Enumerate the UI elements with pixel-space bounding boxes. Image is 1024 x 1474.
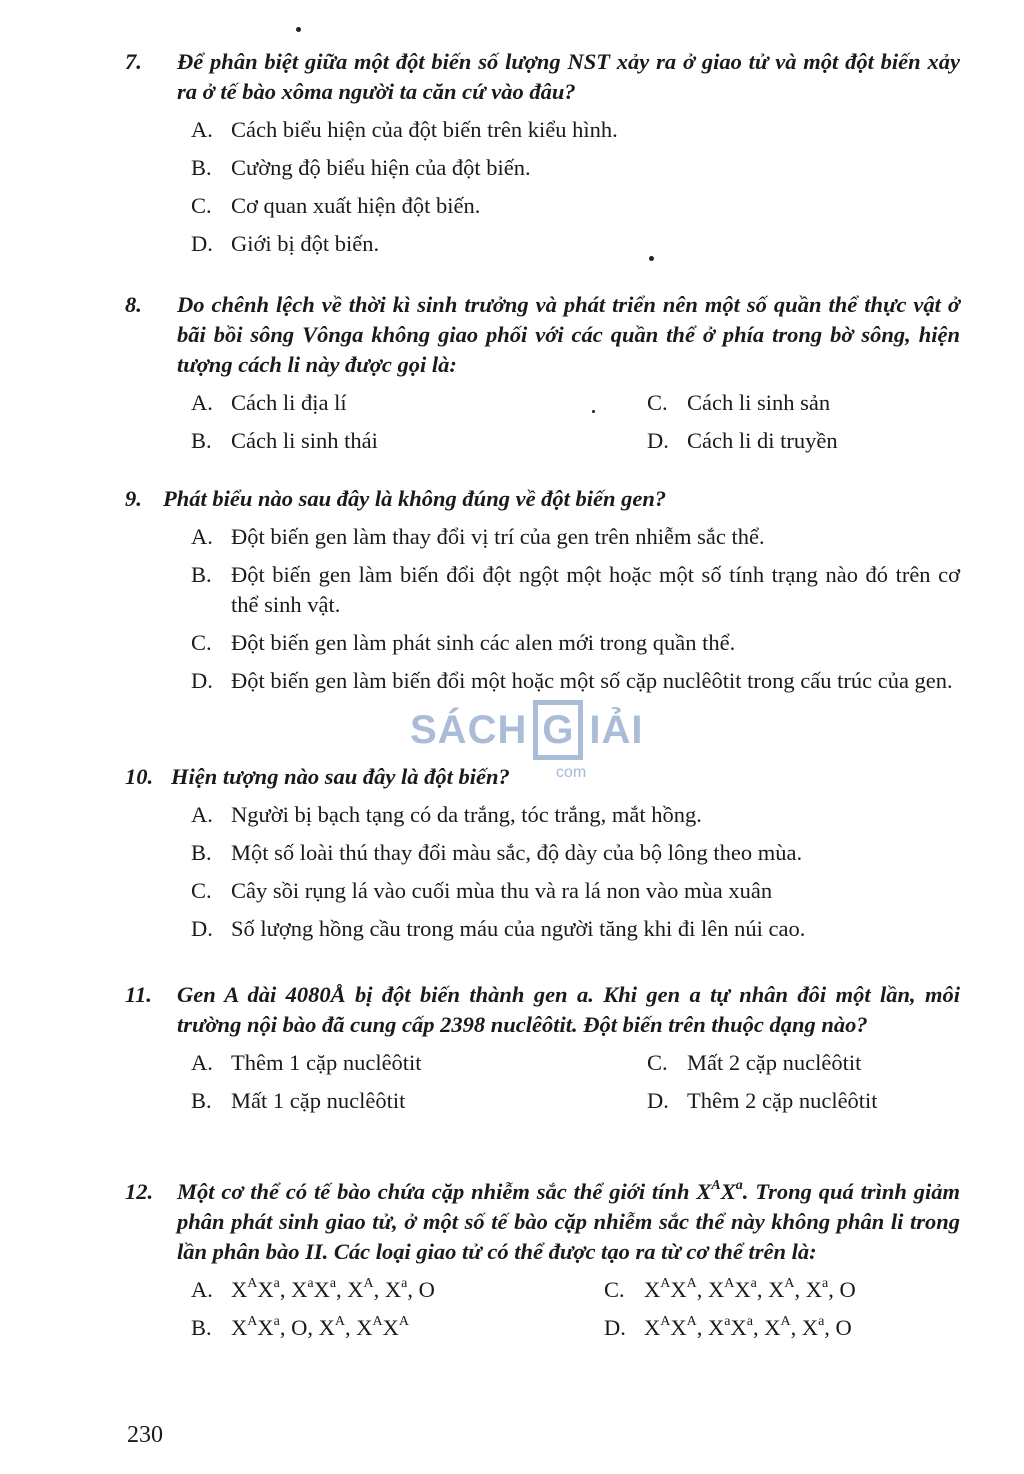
option-d: D. Thêm 2 cặp nuclêôtit <box>647 1088 878 1113</box>
question-7 <box>125 47 960 267</box>
option-formula: $X^AX^A$, $X^AX^a$, $X^A$, $X^a$, O <box>644 1275 856 1302</box>
page-number: 230 <box>127 1422 163 1448</box>
option-b: B. $X^AX^a$, O, $X^A$, $X^AX^A$ <box>191 1313 604 1343</box>
scan-speck <box>592 410 595 413</box>
question-number: 9. <box>125 486 142 511</box>
question-text: Hiện tượng nào sau đây là đột biến? <box>171 764 510 789</box>
question-text: Do chênh lệch về thời kì sinh trưởng và phát triển nên một số quần thể thực vật ở bãi bồi sông Vônga không giao phối với các quần thể ở phía trong bờ sông, hiện tượng cách li này được gọi là: <box>177 292 960 377</box>
option-c: C. Cơ quan xuất hiện đột biến. <box>191 193 481 218</box>
question-12 <box>125 1177 960 1343</box>
option-c: C. Đột biến gen làm phát sinh các alen mới trong quần thể. <box>191 630 736 655</box>
question-number: 10. <box>125 764 154 789</box>
watermark-sub: com <box>556 764 587 781</box>
option-d: D. Đột biến gen làm biến đổi một hoặc một số cặp nuclêôtit trong cấu trúc của gen. <box>191 668 953 693</box>
option-c: C. Mất 2 cặp nuclêôtit <box>647 1050 862 1075</box>
option-a: A. Đột biến gen làm thay đổi vị trí của gen trên nhiễm sắc thể. <box>191 524 765 549</box>
option-formula: $X^AX^A$, $X^aX^a$, $X^A$, $X^a$, O <box>644 1313 852 1340</box>
option-b: B. Cách li sinh thái <box>191 428 378 453</box>
option-a: A. Cách biểu hiện của đột biến trên kiểu hình. <box>191 117 618 142</box>
option-a: A. Người bị bạch tạng có da trắng, tóc trắng, mắt hồng. <box>191 802 702 827</box>
option-d: D. Cách li di truyền <box>647 428 838 453</box>
question-text: Một cơ thể có tế bào chứa cặp nhiễm sắc thể giới tính $X^AX^a$. Trong quá trình giảm phân phát sinh giao tử, ở một số tế bào cặp nhiễm sắc thể này không phân li trong lần phân bào II. Các loại giao tử có thể được tạo ra từ cơ thể trên là: <box>177 1177 961 1264</box>
question-10 <box>125 762 960 952</box>
question-8 <box>125 290 960 456</box>
watermark-logo: SÁCH G IẢI <box>410 700 643 760</box>
option-d: D. Số lượng hồng cầu trong máu của người tăng khi đi lên núi cao. <box>191 916 806 941</box>
question-number: 7. <box>125 49 142 74</box>
option-d: D. Giới bị đột biến. <box>191 231 380 256</box>
question-text: Để phân biệt giữa một đột biến số lượng NST xảy ra ở giao tử và một đột biến xảy ra ở tế bào xôma người ta căn cứ vào đâu? <box>177 49 960 104</box>
question-text: Phát biểu nào sau đây là không đúng về đột biến gen? <box>163 486 667 511</box>
option-b: B. Đột biến gen làm biến đổi đột ngột một hoặc một số tính trạng nào đó trên cơ thể sinh vật. <box>191 562 960 617</box>
option-d: D. $X^AX^A$, $X^aX^a$, $X^A$, $X^a$, O <box>604 1313 960 1343</box>
option-c: C. Cây sồi rụng lá vào cuối mùa thu và ra lá non vào mùa xuân <box>191 878 773 903</box>
option-a: A. $X^AX^a$, $X^aX^a$, $X^A$, $X^a$, O <box>191 1275 604 1305</box>
scan-speck <box>296 27 301 32</box>
question-text: Gen A dài 4080Å bị đột biến thành gen a. Khi gen a tự nhân đôi một lần, môi trường nội bào đã cung cấp 2398 nuclêôtit. Đột biến trên thuộc dạng nào? <box>177 982 960 1037</box>
option-c: C. Cách li sinh sản <box>647 390 831 415</box>
option-a: A. Thêm 1 cặp nuclêôtit <box>191 1050 422 1075</box>
option-b: B. Cường độ biểu hiện của đột biến. <box>191 155 531 180</box>
option-c: C. $X^AX^A$, $X^AX^a$, $X^A$, $X^a$, O <box>604 1275 960 1305</box>
option-a: A. Cách li địa lí <box>191 390 347 415</box>
question-number: 11. <box>125 982 152 1007</box>
option-formula: $X^AX^a$, O, $X^A$, $X^AX^A$ <box>231 1313 409 1340</box>
option-b: B. Một số loài thú thay đổi màu sắc, độ dày của bộ lông theo mùa. <box>191 840 803 865</box>
scan-speck <box>649 256 654 261</box>
question-9 <box>125 484 960 704</box>
question-number: 8. <box>125 292 142 317</box>
option-formula: $X^AX^a$, $X^aX^a$, $X^A$, $X^a$, O <box>231 1275 435 1302</box>
option-b: B. Mất 1 cặp nuclêôtit <box>191 1088 406 1113</box>
question-11 <box>125 980 960 1116</box>
question-number: 12. <box>125 1179 154 1204</box>
